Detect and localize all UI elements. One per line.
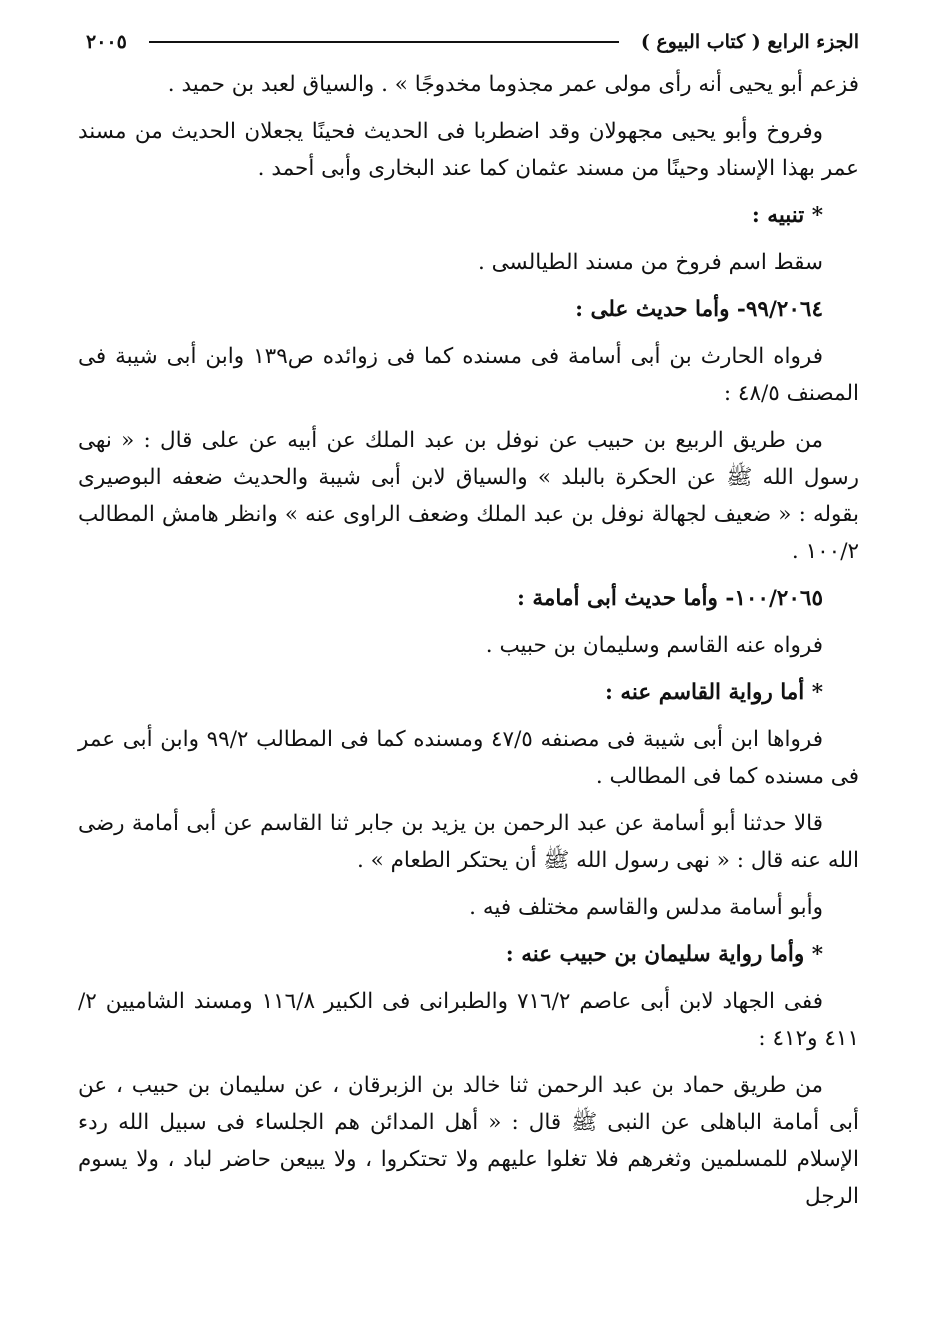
page-body — [78, 66, 859, 1215]
paragraph: قالا حدثنا أبو أسامة عن عبد الرحمن بن يزيد بن جابر ثنا القاسم عن أبى أمامة رضى الله عنه قال : « نهى رسول الله ﷺ أن يحتكر الطعام » . — [78, 811, 859, 873]
subheading: * أما رواية القاسم عنه : — [604, 680, 823, 705]
hadith-heading: ٩٩/٢٠٦٤- وأما حديث على : — [575, 297, 823, 322]
paragraph: فرواه الحارث بن أبى أسامة فى مسنده كما فى زوائده ص١٣٩ وابن أبى شيبة فى المصنف ٤٨/٥ : — [78, 344, 859, 406]
paragraph: من طريق الربيع بن حبيب عن نوفل بن عبد الملك عن أبيه عن على قال : « نهى رسول الله ﷺ عن الحكرة بالبلد » والسياق لابن أبى شيبة والحديث ضعفه البوصيرى بقوله : « ضعيف لجهالة نوفل بن عبد الملك وضعف الراوى عنه » وانظر هامش المطالب ١٠٠/٢ . — [78, 428, 859, 564]
header-rule — [149, 41, 619, 43]
paragraph: فرواه عنه القاسم وسليمان بن حبيب . — [485, 633, 823, 658]
paragraph: سقط اسم فروخ من مسند الطيالسى . — [477, 250, 823, 275]
paragraph: فزعم أبو يحيى أنه رأى مولى عمر مجذوما مخدوجًا » . والسياق لعبد بن حميد . — [167, 72, 859, 97]
paragraph: فرواها ابن أبى شيبة فى مصنفه ٤٧/٥ ومسنده كما فى المطالب ٩٩/٢ وابن أبى عمر فى مسنده كما فى المطالب . — [78, 727, 859, 789]
hadith-heading: ١٠٠/٢٠٦٥- وأما حديث أبى أمامة : — [516, 586, 823, 611]
paragraph: وأبو أسامة مدلس والقاسم مختلف فيه . — [469, 895, 823, 920]
header-title: الجزء الرابع ( كتاب البيوع ) — [640, 31, 859, 53]
paragraph: وفروخ وأبو يحيى مجهولان وقد اضطربا فى الحديث فحينًا يجعلان الحديث من مسند عمر بهذا الإسناد وحينًا من مسند عثمان كما عند البخارى وأبى أحمد . — [78, 119, 859, 181]
paragraph: ففى الجهاد لابن أبى عاصم ٧١٦/٢ والطبرانى فى الكبير ١١٦/٨ ومسند الشاميين ٢/ ٤١١ و٤١٢ : — [78, 989, 859, 1051]
running-header — [78, 18, 859, 66]
paragraph: من طريق حماد بن عبد الرحمن ثنا خالد بن الزبرقان ، عن سليمان بن حبيب ، عن أبى أمامة الباهلى عن النبى ﷺ قال : « أهل المدائن هم الجلساء فى سبيل الله ردء الإسلام للمسلمين وثغرهم فلا تغلوا عليهم ولا تحتكروا ، ولا يبيعن حاضر لباد ، ولا يسوم الرجل — [78, 1073, 859, 1209]
note-heading: * تنبيه : — [751, 203, 823, 228]
subheading: * وأما رواية سليمان بن حبيب عنه : — [505, 942, 823, 967]
page-number: ٢٠٠٥ — [86, 31, 127, 53]
